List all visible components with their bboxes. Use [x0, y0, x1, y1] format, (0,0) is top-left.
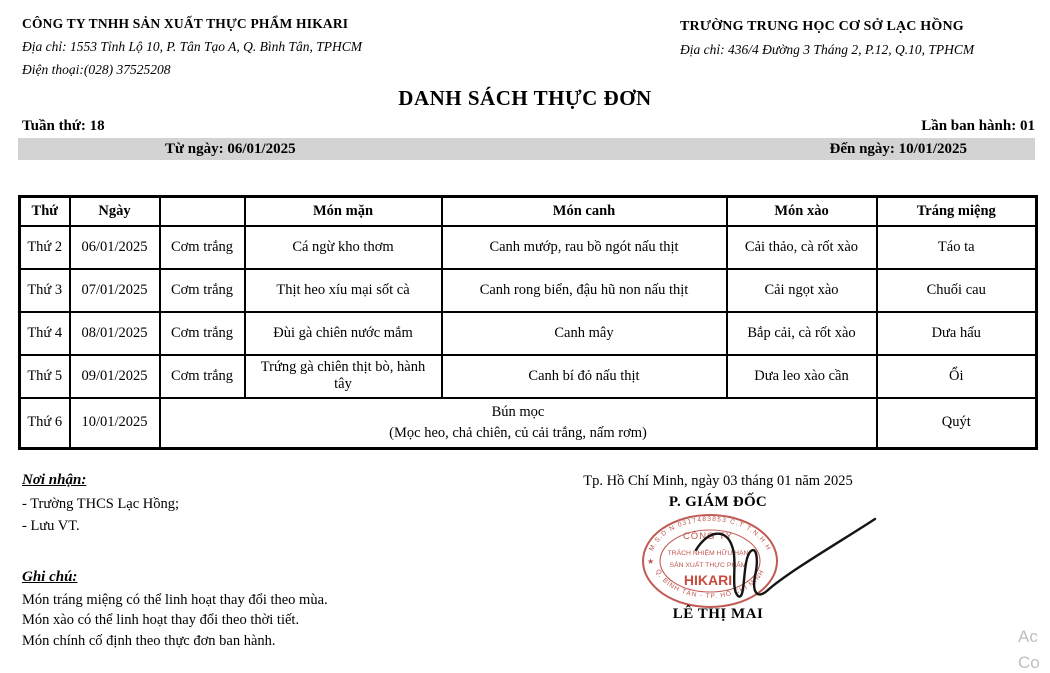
col-header-canh: Món canh	[442, 197, 727, 226]
to-date: Đến ngày: 10/01/2025	[829, 140, 967, 157]
cell-dessert: Dưa hấu	[877, 312, 1037, 355]
cell-date: 08/01/2025	[70, 312, 160, 355]
stamp-line1: CÔNG TY	[682, 531, 734, 542]
dish-name: Bún mọc	[491, 403, 545, 420]
stamp-star-icon: ★	[647, 557, 655, 566]
school-address: Địa chỉ: 436/4 Đường 3 Tháng 2, P.12, Q.10, TPHCM	[680, 42, 975, 57]
stamp-brand: HIKARI	[683, 572, 733, 588]
cell-man: Cá ngừ kho thơm	[245, 226, 442, 269]
cell-canh: Canh mướp, rau bồ ngót nấu thịt	[442, 226, 727, 269]
page-title: DANH SÁCH THỰC ĐƠN	[398, 86, 652, 110]
company-name: CÔNG TY TNHH SẢN XUẤT THỰC PHẨM HIKARI	[22, 16, 349, 31]
table-row-friday	[20, 398, 1037, 449]
watermark-line: Ac	[1018, 627, 1038, 646]
cell-day: Thứ 2	[20, 226, 70, 269]
cell-day: Thứ 5	[20, 355, 70, 398]
dish-detail: (Mọc heo, chả chiên, củ cải trắng, nấm rơm)	[389, 424, 647, 441]
table-row-monday	[20, 226, 1037, 269]
cell-canh: Canh bí đỏ nấu thịt	[442, 355, 727, 398]
cell-date: 10/01/2025	[70, 398, 160, 449]
date-range-bar	[18, 138, 1035, 160]
col-header-dessert: Tráng miệng	[877, 197, 1037, 226]
cell-merged-dish	[160, 398, 877, 449]
watermark-line: Co	[1018, 653, 1040, 672]
cell-dessert: Chuối cau	[877, 269, 1037, 312]
watermark-fragment	[1018, 624, 1050, 673]
cell-man: Đùi gà chiên nước mắm	[245, 312, 442, 355]
week-number: Tuần thứ: 18	[22, 118, 105, 134]
cell-date: 07/01/2025	[70, 269, 160, 312]
from-date: Từ ngày: 06/01/2025	[165, 140, 296, 157]
school-name: TRƯỜNG TRUNG HỌC CƠ SỞ LẠC HỒNG	[680, 19, 964, 34]
stamp-ring-bottom-text: Q. BÌNH TÂN - TP. HỒ CHÍ MINH	[654, 568, 766, 601]
issue-number: Lần ban hành: 01	[921, 118, 1035, 134]
menu-table	[18, 195, 1038, 450]
cell-man: Thịt heo xíu mại sốt cà	[245, 269, 442, 312]
company-letterhead	[22, 16, 362, 78]
stamp-line2: TRÁCH NHIỆM HỮU HẠN	[667, 550, 749, 557]
stamp-line3: SẢN XUẤT THỰC PHẨM	[669, 562, 747, 569]
cell-day: Thứ 6	[20, 398, 70, 449]
stamp-ring-top-text: M.S.D.N 0317483853 C.T T.N.H.H	[648, 515, 772, 553]
col-header-xao: Món xào	[727, 197, 877, 226]
cell-rice: Cơm trắng	[160, 226, 245, 269]
cell-day: Thứ 4	[20, 312, 70, 355]
recipient-item: - Lưu VT.	[22, 518, 80, 534]
note-item: Món xào có thể linh hoạt thay đổi theo thời tiết.	[22, 612, 300, 628]
cell-rice: Cơm trắng	[160, 355, 245, 398]
table-row-tuesday	[20, 269, 1037, 312]
signer-name: LÊ THỊ MAI	[672, 606, 764, 622]
table-row-thursday	[20, 355, 1037, 398]
meta-row	[22, 118, 1035, 135]
cell-xao: Dưa leo xào cần	[727, 355, 877, 398]
cell-xao: Bắp cải, cà rốt xào	[727, 312, 877, 355]
note-item: Món tráng miệng có thể linh hoạt thay đổi theo mùa.	[22, 591, 328, 608]
note-item: Món chính cố định theo thực đơn ban hành.	[22, 632, 276, 649]
cell-man: Trứng gà chiên thịt bò, hành tây	[245, 355, 442, 398]
cell-rice: Cơm trắng	[160, 269, 245, 312]
place-date: Tp. Hồ Chí Minh, ngày 03 tháng 01 năm 2025	[583, 473, 853, 489]
cell-dessert: Ổi	[877, 355, 1037, 398]
recipients-section	[22, 469, 179, 537]
recipient-item: - Trường THCS Lạc Hồng;	[22, 496, 180, 512]
company-phone: Điện thoại:(028) 37525208	[22, 62, 171, 77]
cell-xao: Cải thảo, cà rốt xào	[727, 226, 877, 269]
cell-rice: Cơm trắng	[160, 312, 245, 355]
cell-canh: Canh mây	[442, 312, 727, 355]
table-header-row	[20, 197, 1037, 226]
col-header-date: Ngày	[70, 197, 160, 226]
col-header-day: Thứ	[20, 197, 70, 226]
cell-dessert: Quýt	[877, 398, 1037, 449]
cell-date: 09/01/2025	[70, 355, 160, 398]
col-header-rice	[160, 197, 245, 226]
cell-day: Thứ 3	[20, 269, 70, 312]
cell-xao: Cải ngọt xào	[727, 269, 877, 312]
notes-section	[22, 567, 328, 651]
notes-heading: Ghi chú:	[22, 569, 78, 585]
director-title: P. GIÁM ĐỐC	[668, 494, 768, 510]
cell-dessert: Táo ta	[877, 226, 1037, 269]
company-address: Địa chỉ: 1553 Tỉnh Lộ 10, P. Tân Tạo A, Q. Bình Tân, TPHCM	[22, 39, 363, 54]
table-row-wednesday	[20, 312, 1037, 355]
recipients-heading: Nơi nhận:	[22, 472, 87, 488]
cell-date: 06/01/2025	[70, 226, 160, 269]
cell-canh: Canh rong biển, đậu hũ non nấu thịt	[442, 269, 727, 312]
col-header-man: Món mặn	[245, 197, 442, 226]
school-letterhead	[680, 19, 974, 58]
